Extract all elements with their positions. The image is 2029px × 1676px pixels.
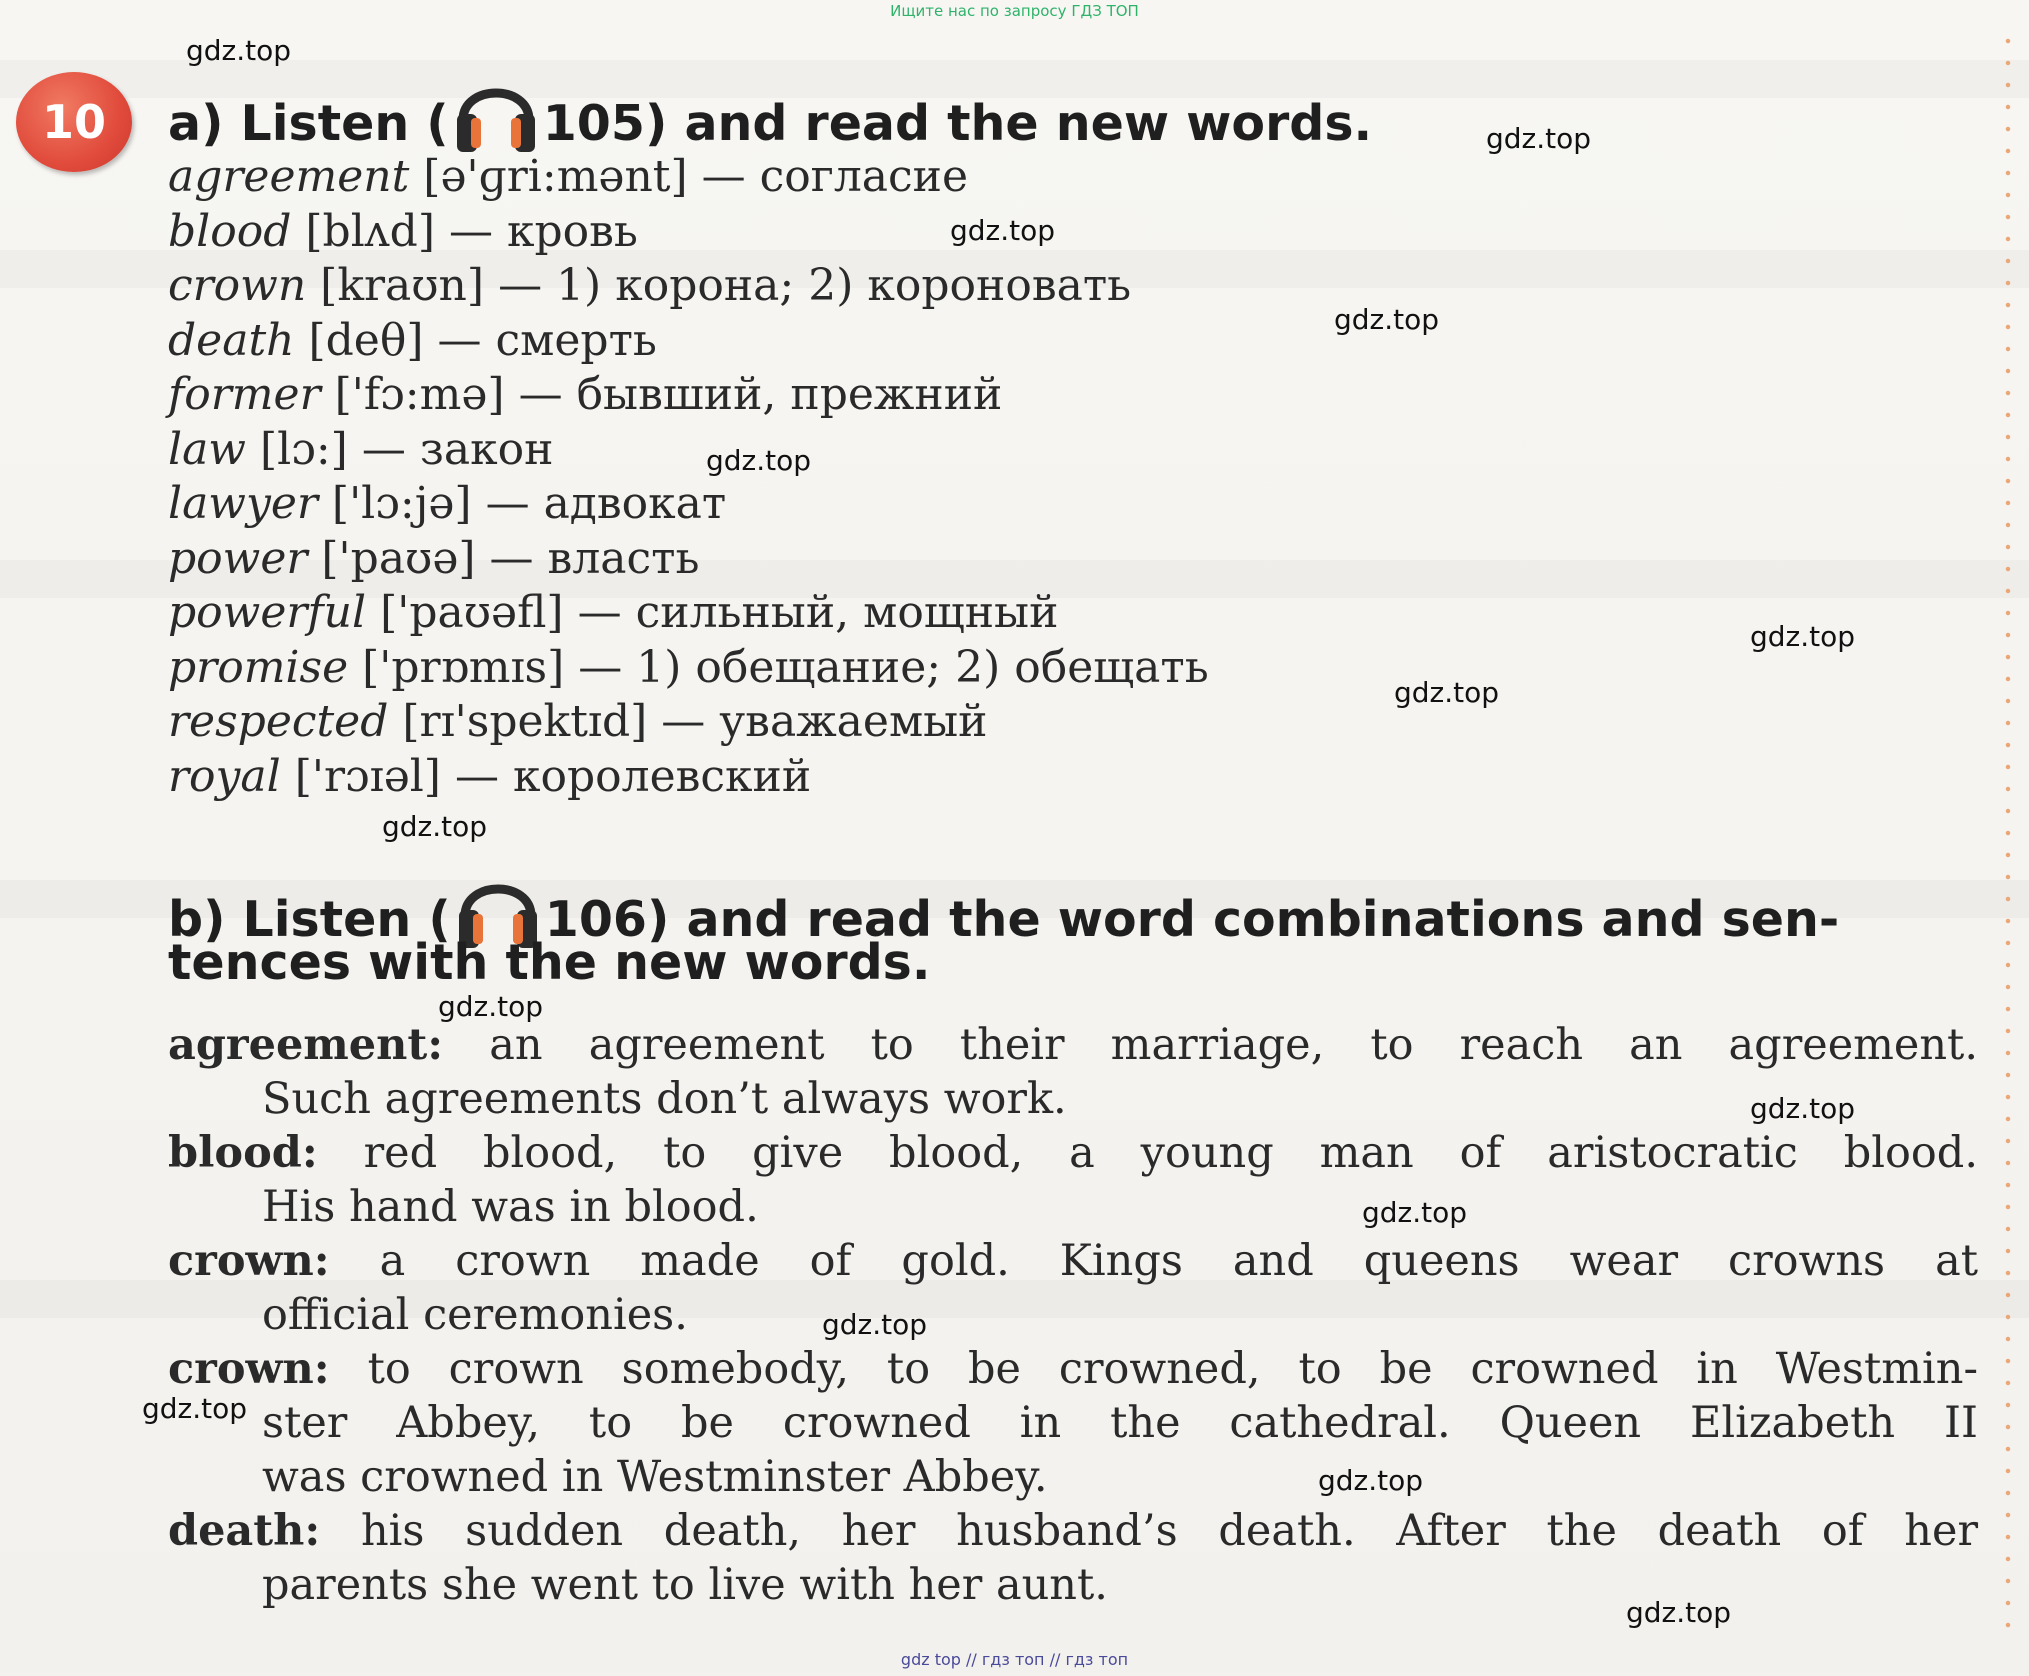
example-text: red blood, to give blood, a young man of aristocratic blood. — [363, 1128, 1978, 1178]
vocab-term: death — [168, 314, 295, 366]
example-entry — [168, 1234, 1978, 1342]
watermark: gdz.top — [382, 810, 488, 843]
vocab-transcription: ['fɔ:mə] — [334, 369, 505, 420]
task-b-prefix: b) Listen ( — [168, 891, 451, 948]
vocab-translation: уважаемый — [719, 696, 988, 747]
vocab-transcription: [blʌd] — [305, 205, 435, 257]
example-continuation: His hand was in blood. — [262, 1182, 759, 1232]
vocab-translation: сильный, мощный — [635, 587, 1059, 638]
example-first-line — [168, 1342, 1978, 1396]
example-first-line — [168, 1018, 1978, 1072]
vocab-dash: — — [361, 423, 406, 475]
watermark: gdz.top — [438, 990, 544, 1023]
example-text: a crown made of gold. Kings and queens wear crowns at — [379, 1236, 1978, 1286]
vocab-dash: — — [661, 696, 706, 747]
exercise-number-badge: 10 — [16, 72, 132, 172]
watermark: gdz.top — [1334, 303, 1440, 336]
vocab-dash: — — [454, 750, 499, 802]
watermark: gdz.top — [950, 214, 1056, 247]
vocab-row — [168, 368, 1209, 423]
watermark: gdz.top — [1486, 122, 1592, 155]
example-entry — [168, 1126, 1978, 1234]
vocab-translation: 1) обещание; 2) обещать — [636, 641, 1209, 693]
vocab-row — [168, 641, 1209, 696]
vocab-row — [168, 259, 1209, 314]
example-text: an agreement to their marriage, to reach an agreement. — [489, 1020, 1979, 1070]
vocab-transcription: [lɔ:] — [259, 423, 348, 475]
watermark: gdz.top — [1318, 1464, 1424, 1497]
top-banner[interactable]: Ищите нас по запросу ГДЗ ТОП — [890, 2, 1139, 20]
example-entry — [168, 1018, 1978, 1126]
vocab-dash: — — [577, 587, 622, 638]
vocab-term: respected — [168, 696, 389, 747]
vocab-term: promise — [168, 641, 349, 693]
watermark: gdz.top — [142, 1392, 248, 1425]
vocab-translation: закон — [419, 423, 554, 475]
vocab-term: law — [168, 423, 246, 475]
vocab-row — [168, 314, 1209, 369]
vocab-term: crown — [168, 260, 307, 311]
vocab-dash: — — [485, 478, 530, 529]
watermark: gdz.top — [1750, 620, 1856, 653]
watermark: gdz.top — [706, 444, 812, 477]
example-continuation: parents she went to live with her aunt. — [262, 1560, 1108, 1610]
vocab-dash: — — [518, 369, 563, 420]
vocab-term: blood — [168, 205, 292, 257]
vocab-transcription: ['rɔɪəl] — [294, 750, 441, 802]
examples-list — [168, 1018, 1978, 1612]
vocab-dash: — — [489, 532, 534, 584]
vocab-row — [168, 150, 1209, 205]
vocab-term: former — [168, 369, 321, 420]
vocab-transcription: [kraʊn] — [320, 260, 485, 311]
example-continuation: was crowned in Westminster Abbey. — [262, 1452, 1048, 1502]
example-text: his sudden death, her husband’s death. After the death of her — [360, 1506, 1979, 1556]
example-entry — [168, 1342, 1978, 1504]
vocab-transcription: ['paʊə] — [321, 532, 476, 584]
vocab-row — [168, 695, 1209, 750]
example-headword: agreement: — [168, 1020, 444, 1070]
example-headword: blood: — [168, 1128, 318, 1178]
example-continuation: ster Abbey, to be crowned in the cathedral. Queen Elizabeth II — [262, 1398, 1978, 1448]
vocab-transcription: ['lɔ:jə] — [331, 478, 472, 529]
vocab-dash: — — [578, 641, 623, 693]
vocab-row — [168, 532, 1209, 587]
bottom-banner[interactable]: gdz top // гдз топ // гдз топ — [900, 1650, 1129, 1669]
vocab-dash: — — [498, 260, 543, 311]
watermark: gdz.top — [1394, 676, 1500, 709]
task-b-heading-line2: tences with the new words. — [168, 934, 931, 991]
vocab-row — [168, 750, 1209, 805]
vocab-dash: — — [448, 205, 493, 257]
example-first-line — [168, 1504, 1978, 1558]
example-first-line — [168, 1126, 1978, 1180]
example-headword: crown: — [168, 1236, 330, 1286]
vocab-transcription: ['paʊəfl] — [380, 587, 564, 638]
vocab-term: power — [168, 532, 308, 584]
vocab-row — [168, 423, 1209, 478]
example-headword: death: — [168, 1506, 321, 1556]
vocab-dash: — — [437, 314, 482, 366]
task-a-track: 105) and read the new words. — [542, 95, 1373, 152]
watermark: gdz.top — [1362, 1196, 1468, 1229]
watermark: gdz.top — [186, 34, 292, 67]
vocab-transcription: [ə'ɡri:mənt] — [423, 151, 688, 202]
vocab-row — [168, 477, 1209, 532]
example-headword: crown: — [168, 1344, 330, 1394]
vocab-translation: адвокат — [543, 478, 727, 529]
example-continuation: Such agreements don’t always work. — [262, 1074, 1067, 1124]
task-b-track: 106) and read the word combinations and sen- — [544, 891, 1840, 948]
vocab-translation: 1) корона; 2) короновать — [556, 260, 1132, 311]
vocabulary-list — [168, 150, 1209, 804]
vocab-transcription: ['prɒmɪs] — [362, 641, 565, 693]
page-edge-dots — [1999, 30, 2017, 1640]
example-continuation: official ceremonies. — [262, 1290, 688, 1340]
watermark: gdz.top — [1626, 1596, 1732, 1629]
vocab-transcription: [rɪ'spektɪd] — [402, 696, 648, 747]
vocab-translation: смерть — [495, 314, 657, 366]
vocab-term: lawyer — [168, 478, 318, 529]
watermark: gdz.top — [822, 1308, 928, 1341]
vocab-translation: согласие — [759, 151, 969, 202]
vocab-translation: власть — [547, 532, 700, 584]
vocab-translation: кровь — [506, 205, 638, 257]
example-text: to crown somebody, to be crowned, to be crowned in Westmin- — [367, 1344, 1978, 1394]
vocab-dash: — — [701, 151, 746, 202]
vocab-translation: бывший, прежний — [576, 369, 1003, 420]
vocab-transcription: [deθ] — [308, 314, 424, 366]
watermark: gdz.top — [1750, 1092, 1856, 1125]
vocab-term: agreement — [168, 151, 410, 202]
task-a-prefix: a) Listen ( — [168, 95, 449, 152]
vocab-term: royal — [168, 750, 281, 802]
example-first-line — [168, 1234, 1978, 1288]
vocab-term: powerful — [168, 587, 367, 638]
vocab-row — [168, 586, 1209, 641]
vocab-translation: королевский — [512, 750, 812, 802]
